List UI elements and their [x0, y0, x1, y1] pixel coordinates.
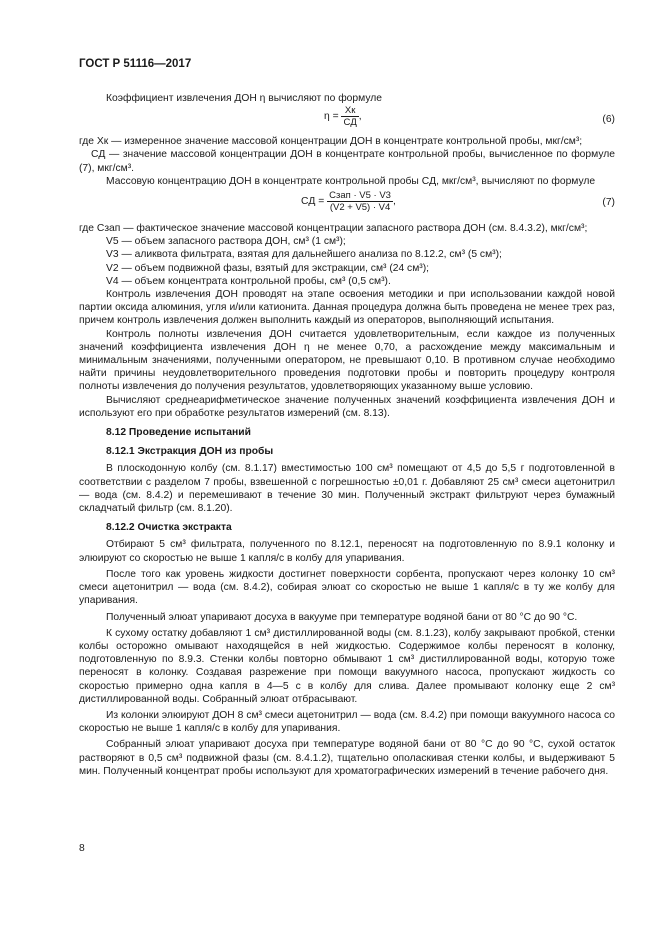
paragraph-intro-eq7: Массовую концентрацию ДОН в концентрате контрольной пробы CД, мкг/см³, вычисляют по формуле — [106, 175, 596, 187]
eq7-tail: , — [392, 196, 396, 208]
eq6-number: (6) — [602, 114, 615, 126]
eq6-lhs: η = — [324, 111, 339, 123]
eq6-numerator: Xк — [341, 105, 358, 117]
paragraph-sorbent: После того как уровень жидкости достигнет поверхности сорбента, пропускают через колонку 10 см³ смеси ацетонитрил — вода (см. 8.4.2), собирая элюат со скоростью не выше 1 капля/с в ту же колбу для упаривания. — [79, 568, 615, 607]
paragraph-dry-residue: К сухому остатку добавляют 1 см³ дистиллированной воды (см. 8.1.23), колбу закрывают пробкой, стенки колбы осторожно омывают находящейся в ней жидкостью. Содержимое колбы переносят в колонку, подготовленную по 8.9.3. Стенки колбы повторно обмывают 1 см³ дистиллированной воды, которую тоже переносят в колонку. Создавая разрежение при помощи вакуумного насоса, пропускают жидкость со скоростью примерно одна капля в 4—5 с в колбу для слива. Далее промывают колонку еще 2 см³ дистиллированной воды. Собранный элюат отбрасывают. — [79, 627, 615, 705]
equation-6 — [79, 105, 615, 135]
heading-8-12: 8.12 Проведение испытаний — [106, 427, 251, 439]
definition-v3: V3 — аликвота фильтрата, взятая для дальнейшего анализа по 8.12.2, см³ (5 см³); — [106, 249, 502, 261]
eq7-fraction — [327, 190, 393, 213]
eq6-denominator: CД — [343, 117, 357, 129]
paragraph-filtrate: Отбирают 5 см³ фильтрата, полученного по 8.12.1, переносят на подготовленную по 8.9.1 колонку и элюируют со скоростью не выше 1 капля/с в колбу для упаривания. — [79, 539, 615, 564]
definition-czap: где Cзап — фактическое значение массовой концентрации запасного раствора ДОН (см. 8.4.3.2), мкг/см³; — [79, 223, 588, 235]
eq7-number: (7) — [602, 197, 615, 209]
definition-cd: CД — значение массовой концентрации ДОН в концентрате контрольной пробы, вычисленное по формуле (7), мкг/см³. — [79, 149, 615, 174]
paragraph-mean-value: Вычисляют среднеарифметическое значение полученных значений коэффициента извлечения ДОН и используют его при обработке результатов измерений (см. 8.13). — [79, 394, 615, 419]
heading-8-12-1: 8.12.1 Экстракция ДОН из пробы — [106, 446, 274, 458]
paragraph-extraction: В плоскодонную колбу (см. 8.1.17) вместимостью 100 см³ помещают от 4,5 до 5,5 г подготовленной в соответствии с разделом 7 пробы, взвешенной с погрешностью ±0,01 г. Добавляют 25 см³ смеси ацетонитрил — вода (см. 8.4.2) и перемешивают в течение 30 мин. Полученный экстракт фильтруют через бумажный складчатый фильтр (см. 8.1.20). — [79, 463, 615, 515]
definition-v5: V5 — объем запасного раствора ДОН, см³ (1 см³); — [106, 236, 346, 248]
eq7-numerator: Cзап · V5 · V3 — [329, 190, 391, 202]
page-number: 8 — [79, 843, 85, 854]
document-header: ГОСТ Р 51116—2017 — [79, 58, 192, 70]
page-body — [79, 92, 615, 778]
eq7-denominator: (V2 + V5) · V4 — [329, 202, 391, 214]
heading-8-12-2: 8.12.2 Очистка экстракта — [106, 522, 232, 534]
paragraph-intro-eq6: Коэффициент извлечения ДОН η вычисляют по формуле — [106, 93, 382, 104]
definition-xk: где Xк — измеренное значение массовой концентрации ДОН в концентрате контрольной пробы, мкг/см³; — [79, 136, 583, 148]
equation-7 — [79, 188, 615, 222]
definition-v4: V4 — объем концентрата контрольной пробы, см³ (0,5 см³). — [106, 275, 391, 287]
paragraph-control-extraction: Контроль извлечения ДОН проводят на этапе освоения методики и при использовании каждой новой партии оксида алюминия, угля и/или катионита. Данная процедура должна быть проведена не менее трех раз, причем контроль извлечения должен выполнить каждый из операторов, выполняющий испытания. — [79, 289, 615, 327]
eq7-lhs: CД = — [301, 196, 325, 208]
definition-v2: V2 — объем подвижной фазы, взятый для экстракции, см³ (24 см³); — [106, 262, 430, 274]
eq6-fraction — [341, 105, 358, 128]
eq6-tail: , — [358, 111, 362, 123]
paragraph-concentrate: Собранный элюат упаривают досуха при температуре водяной бани от 80 °С до 90 °С, сухой остаток растворяют в 0,5 см³ подвижной фазы (см. 8.4.1.2), тщательно ополаскивая стенки колбы, и выдерживают 5 мин. Полученный концентрат пробы используют для хроматографических измерений в течение рабочего дня. — [79, 739, 615, 777]
paragraph-evaporate: Полученный элюат упаривают досуха в вакууме при температуре водяной бани от 80 °С до 90 °С. — [106, 611, 578, 623]
paragraph-elute: Из колонки элюируют ДОН 8 см³ смеси ацетонитрил — вода (см. 8.4.2) при помощи вакуумного насоса со скоростью не выше 1 капля/с в колбу для упаривания. — [79, 709, 615, 735]
paragraph-control-completeness: Контроль полноты извлечения ДОН считается удовлетворительным, если каждое из полученных значений коэффициента извлечения ДОН η не менее 0,70, а расхождение между максимальным и минимальным значениями, полученными оператором, не превышают 0,10. В противном случае необходимо найти причины неудовлетворительного проведения подготовки пробы и повторить процедуру контроля полноты извлечения до получения результатов, удовлетворяющих указанному выше условию. — [79, 328, 615, 393]
